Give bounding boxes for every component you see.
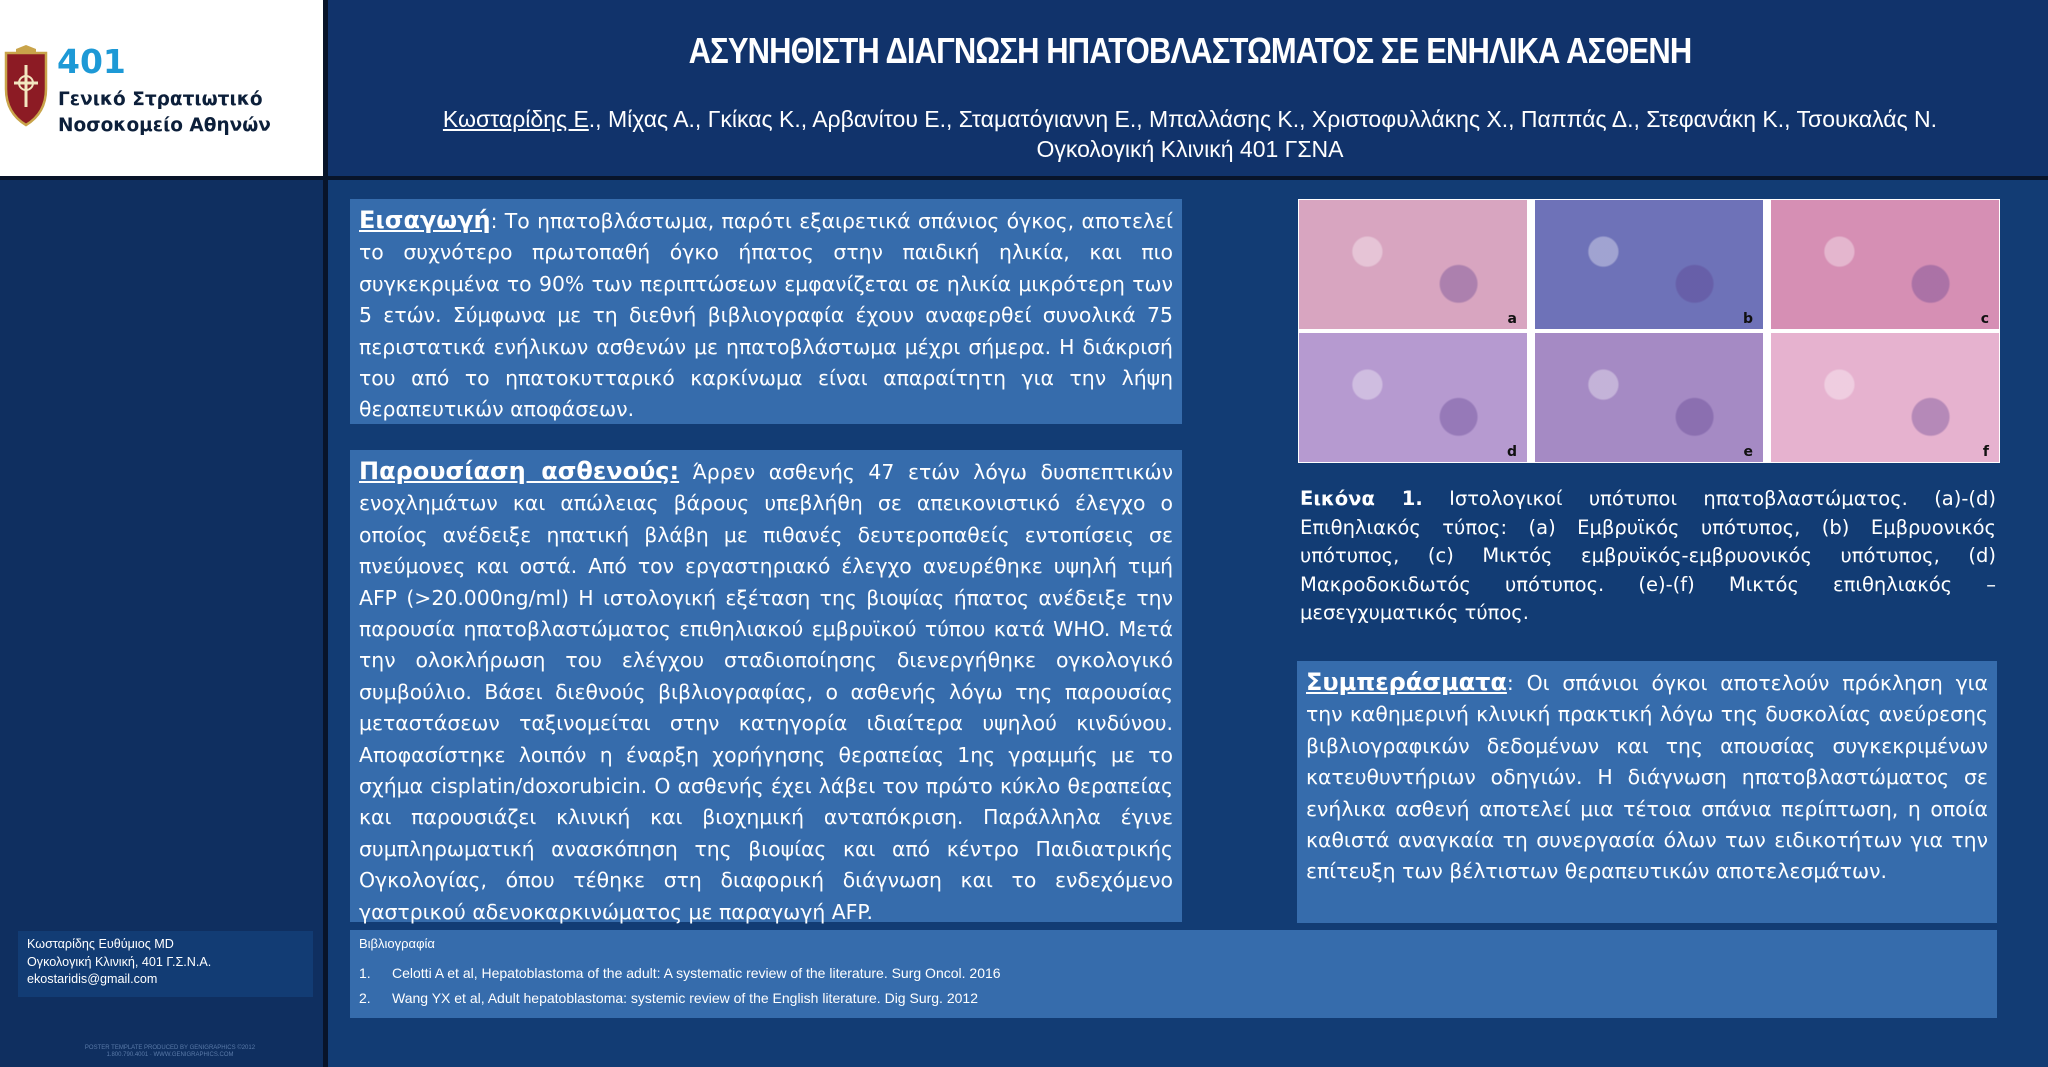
contact-box (18, 931, 313, 997)
case-text: Άρρεν ασθενής 47 ετών λόγω δυσπεπτικών ενοχλημάτων και απώλειας βάρους υπεβλήθη σε απεικονιστικό έλεγχο ο οποίος ανέδειξε ηπατική βλάβη με πιθανές δευτεροπαθείς εντοπίσεις σε πνεύμονες και οστά. Από τον εργαστηριακό έλεγχο ανευρέθηκε υψηλή τιμή AFP (>20.000ng/ml) Η ιστολογική εξέταση της βιοψίας ήπατος ανέδειξε την παρουσία ηπατοβλαστώματος επιθηλιακού εμβρυϊκού τύπου κατά WHO. Μετά την ολοκλήρωση του ελέγχου σταδιοποίησης διενεργήθηκε ογκολογικό συμβούλιο. Βάσει διεθνούς βιβλιογραφίας, ο ασθενής λόγω της παρουσίας μεταστάσεων ταξινομείται στην κατηγορία ιδιαίτερα υψηλού κινδύνου. Αποφασίστηκε λοιπόν η έναρξη χορήγησης θεραπείας 1ης γραμμής με το σχήμα cisplatin/doxorubicin. Ο ασθενής έχει λάβει τον πρώτο κύκλο θεραπείας και παρουσιάζει κλινική και βιοχημική ανταπόκριση. Παράλληλα έγινε συμπληρωματική ανασκόπηση της βιοψίας και από κέντρο Παιδιατρικής Ογκολογίας, όπου τέθηκε στη διαφορική διάγνωση και το ενδεχόμενο γαστρικού αδενοκαρκινώματος με παραγωγή AFP. (359, 460, 1173, 924)
contact-email[interactable]: ekostaridis@gmail.com (27, 972, 158, 986)
case-presentation-panel (350, 450, 1182, 922)
conclusions-panel (1297, 661, 1997, 923)
hospital-name: Γενικό Στρατιωτικό Νοσοκομείο Αθηνών (58, 89, 271, 136)
other-authors: ., Μίχας Α., Γκίκας Κ., Αρβανίτου Ε., Σταματόγιαννη Ε., Μπαλλάσης Κ., Χριστοφυλλάκης Χ., Παππάς Δ., Στεφανάκη Κ., Τσουκαλάς Ν. (588, 106, 1938, 132)
histology-panel-c (1771, 200, 1999, 329)
panel-label: f (1982, 444, 1989, 460)
conclusions-text: : Οι σπάνιοι όγκοι αποτελούν πρόκληση για την καθημερινή κλινική πρακτική λόγω της δυσκολίας ανεύρεσης βιβλιογραφικών δεδομένων και της απουσίας συγκεκριμένων κατευθυντήριων οδηγιών. Η διάγνωση ηπατοβλαστώματος σε ενήλικα ασθενή αποτελεί μια τέτοια σπάνια περίπτωση, η οποία καθιστά αναγκαία τη συνεργασία όλων των ειδικοτήτων για την επίτευξη των βέλτιστων θεραπευτικών αποτελεσμάτων. (1306, 671, 1988, 884)
panel-label: e (1743, 444, 1753, 460)
contact-name: Κωσταρίδης Ευθύμιος MD (27, 937, 174, 951)
introduction-heading: Εισαγωγή (359, 206, 491, 234)
reference-item: 2. Wang YX et al, Adult hepatoblastoma: systemic review of the English literature. Dig Surg. 2012 (359, 990, 978, 1006)
panel-label: c (1980, 311, 1989, 327)
first-author: Κωσταρίδης Ε (442, 106, 589, 132)
panel-label: d (1506, 444, 1517, 460)
contact-department: Ογκολογική Κλινική, 401 Γ.Σ.Ν.Α. (27, 954, 212, 969)
figure-caption-label: Εικόνα 1. (1300, 487, 1423, 510)
histology-panel-a (1299, 200, 1527, 329)
references-title: Βιβλιογραφία (359, 936, 435, 951)
panel-label: a (1507, 311, 1517, 327)
affiliation: Ογκολογική Κλινική 401 ΓΣΝΑ (1036, 136, 1344, 162)
template-credit: POSTER TEMPLATE PRODUCED BY GENIGRAPHICS ©2012 1.800.790.4001 · WWW.GENIGRAPHICS.COM (84, 1045, 256, 1058)
poster-title: ΑΣΥΝΗΘΙΣΤΗ ΔΙΑΓΝΩΣΗ ΗΠΑΤΟΒΛΑΣΤΩΜΑΤΟΣ ΣΕ ΕΝΗΛΙΚΑ ΑΣΘΕΝΗ (688, 30, 1692, 71)
introduction-text: : Το ηπατοβλάστωμα, παρότι εξαιρετικά σπάνιος όγκος, αποτελεί το συχνότερο πρωτοπαθή όγκο ήπατος στην παιδική ηλικία, και πιο συγκεκριμένα το 90% των περιπτώσεων εμφανίζεται σε ηλικία μικρότερη των 5 ετών. Σύμφωνα με τη διεθνή βιβλιογραφία έχουν αναφερθεί συνολικά 75 περιστατικά ενήλικων ασθενών με ηπατοβλάστωμα μέχρι σήμερα. Η διάκρισή του από το ηπατοκυτταρικό καρκίνωμα είναι απαραίτητη για την λήψη θεραπευτικών αποφάσεων. (359, 209, 1173, 422)
conclusions-heading: Συμπεράσματα (1306, 668, 1507, 696)
figure-caption-text: Ιστολογικοί υπότυποι ηπατοβλαστώματος. (a)-(d) Επιθηλιακός τύπος: (a) Εμβρυϊκός υπότυπος, (b) Εμβρυονικός υπότυπος, (c) Μικτός εμβρυϊκός-εμβρυονικός υπότυπος, (d) Μακροδοκιδωτός υπότυπος. (e)-(f) Μικτός επιθηλιακός – μεσεγχυματικός τύπος. (1300, 487, 1996, 625)
references-panel (350, 930, 1997, 1018)
histology-panel-e (1535, 333, 1763, 462)
hospital-number: 401 (57, 42, 126, 81)
histology-panel-d (1299, 333, 1527, 462)
reference-item: 1. Celotti A et al, Hepatoblastoma of the adult: A systematic review of the literature. Surg Oncol. 2016 (359, 965, 1001, 981)
case-heading: Παρουσίαση ασθενούς: (359, 457, 680, 485)
histology-panel-b (1535, 200, 1763, 329)
histology-figure (1298, 199, 2000, 463)
figure-caption (1300, 485, 1996, 628)
military-hospital-crest-icon (3, 45, 49, 129)
author-list (340, 106, 2040, 133)
panel-label: b (1742, 311, 1753, 327)
introduction-panel (350, 199, 1182, 424)
histology-panel-f (1771, 333, 1999, 462)
